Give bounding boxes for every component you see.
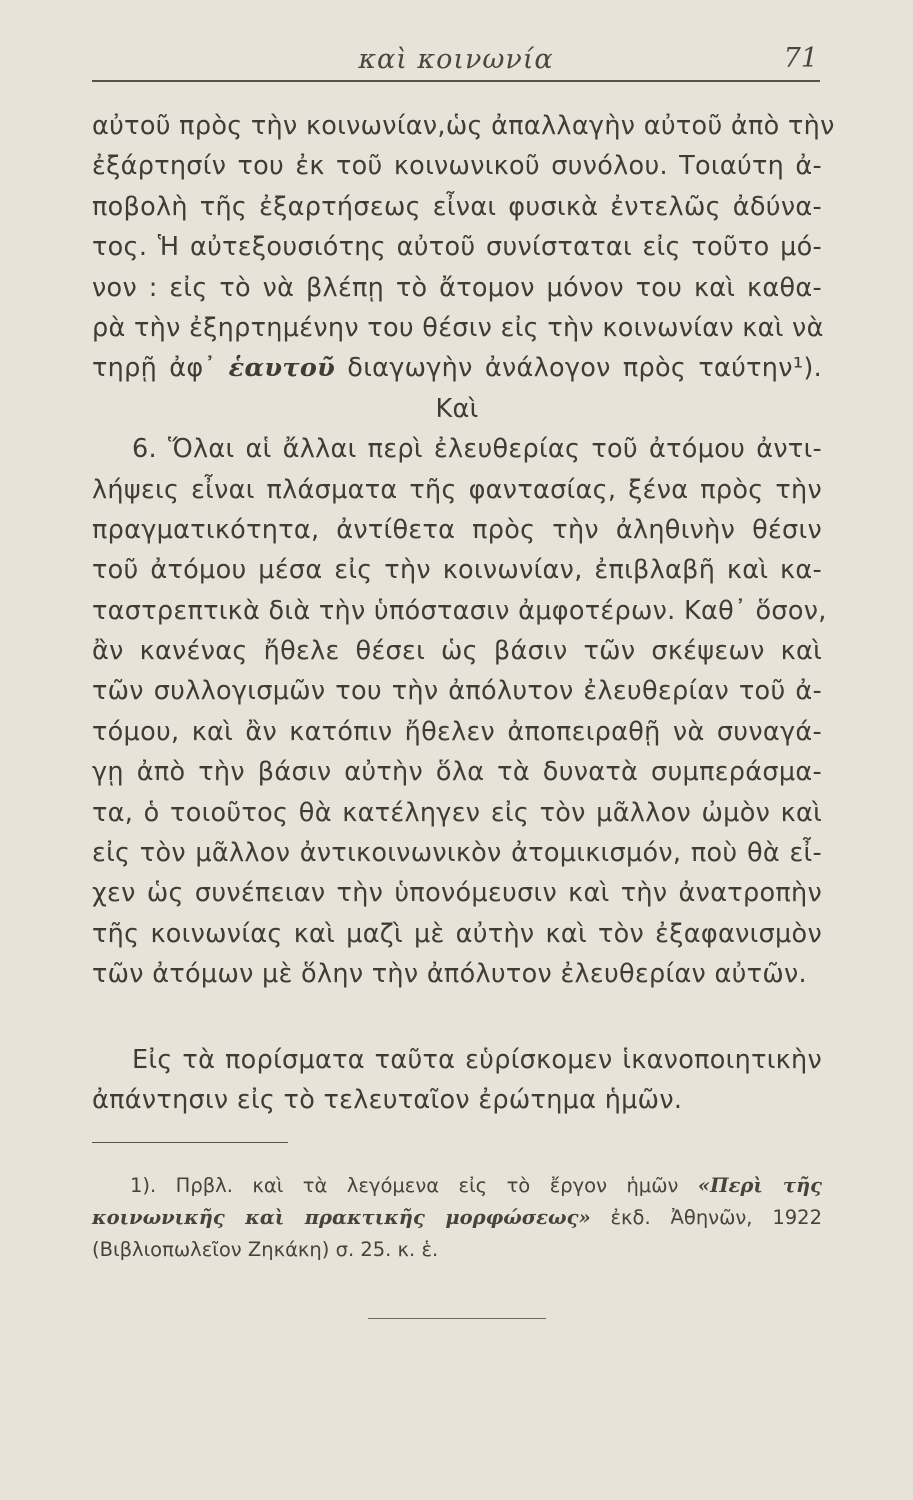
footnote-text: 1). Πρβλ. καὶ τὰ λεγόμενα εἰς τὸ ἔργον ἡμῶν xyxy=(130,1174,698,1197)
text-line: τῆς κοινωνίας καὶ μαζὶ μὲ αὐτὴν καὶ τὸν ἐξαφανισμὸν xyxy=(92,918,822,949)
text-segment-with-footnote-ref: διαγωγὴν ἀνάλογον πρὸς ταύτην¹). xyxy=(335,353,822,384)
footnote-text: ἐκδ. Ἀθηνῶν, 1922 xyxy=(590,1206,822,1229)
footnote-line: (Βιβλιοπωλεῖον Ζηκάκη) σ. 25. κ. ἑ. xyxy=(92,1238,439,1261)
text-line: τῶν ἀτόμων μὲ ὅλην τὴν ἀπόλυτον ἐλευθερίαν αὐτῶν. xyxy=(92,959,807,990)
closing-paragraph xyxy=(92,1040,822,1121)
text-line: Εἰς τὰ πορίσματα ταῦτα εὑρίσκομεν ἱκανοποιητικὴν xyxy=(132,1045,822,1075)
running-title: καὶ κοινωνία xyxy=(358,44,554,75)
text-line: τῶν συλλογισμῶν του τὴν ἀπόλυτον ἐλευθερίαν τοῦ ἀ- xyxy=(92,676,822,707)
text-line: τα, ὁ τοιοῦτος θὰ κατέληγεν εἰς τὸν μᾶλλον ὠμὸν καὶ xyxy=(92,797,822,828)
footnote-book-title: κοινωνικῆς καὶ πρακτικῆς μορφώσεως» xyxy=(92,1206,591,1229)
text-line: ἐξάρτησίν του ἐκ τοῦ κοινωνικοῦ συνόλου. Τοιαύτη ἀ- xyxy=(92,151,822,182)
footnote-book-title: «Περὶ τῆς xyxy=(697,1174,822,1197)
text-line-with-emphasis xyxy=(92,348,822,388)
text-line: ἀπάντησιν εἰς τὸ τελευταῖον ἐρώτημα ἡμῶν. xyxy=(92,1085,683,1116)
footnote-line xyxy=(92,1170,822,1202)
emphasized-word: ἑαυτοῦ xyxy=(228,353,336,384)
text-line: γῃ ἀπὸ τὴν βάσιν αὐτὴν ὅλα τὰ δυνατὰ συμπεράσμα- xyxy=(92,757,822,788)
main-text xyxy=(92,106,835,995)
header-rule xyxy=(92,80,820,82)
text-line: τοῦ ἀτόμου μέσα εἰς τὴν κοινωνίαν, ἐπιβλαβῆ καὶ κα- xyxy=(92,555,822,586)
end-rule xyxy=(368,1318,546,1319)
footnote-rule xyxy=(92,1142,288,1143)
running-header xyxy=(92,38,820,78)
footnote xyxy=(92,1170,822,1266)
text-line: εἰς τὸν μᾶλλον ἀντικοινωνικὸν ἀτομικισμόν, ποὺ θὰ εἶ- xyxy=(92,838,822,869)
text-line: τος. Ἡ αὐτεξουσιότης αὐτοῦ συνίσταται εἰς τοῦτο μό- xyxy=(92,232,822,263)
text-line: ποβολὴ τῆς ἐξαρτήσεως εἶναι φυσικὰ ἐντελῶς ἀδύνα- xyxy=(92,191,822,222)
text-line: τόμου, καὶ ἂν κατόπιν ἤθελεν ἀποπειραθῇ νὰ συναγά- xyxy=(92,716,822,747)
footnote-line xyxy=(92,1202,822,1234)
text-line: αὐτοῦ πρὸς τὴν κοινωνίαν,ὡς ἀπαλλαγὴν αὐτοῦ ἀπὸ τὴν xyxy=(92,111,835,141)
text-line: χεν ὡς συνέπειαν τὴν ὑπονόμευσιν καὶ τὴν ἀνατροπὴν xyxy=(92,878,822,909)
text-segment: τηρῇ ἀφ᾽ xyxy=(92,353,229,384)
text-line: ρὰ τὴν ἐξηρτημένην του θέσιν εἰς τὴν κοινωνίαν καὶ νὰ xyxy=(92,312,824,343)
text-line: πραγματικότητα, ἀντίθετα πρὸς τὴν ἀληθινὴν θέσιν xyxy=(92,514,822,545)
page-number: 71 xyxy=(783,43,818,74)
centered-word: Καὶ xyxy=(435,393,479,424)
text-line: νον : εἰς τὸ νὰ βλέπῃ τὸ ἄτομον μόνον του καὶ καθα- xyxy=(92,272,822,303)
section-6-first-line: 6. Ὅλαι αἱ ἄλλαι περὶ ἐλευθερίας τοῦ ἀτόμου ἀντι- xyxy=(132,434,822,465)
text-line: ταστρεπτικὰ διὰ τὴν ὑπόστασιν ἀμφοτέρων. Καθ᾽ ὅσον, xyxy=(92,595,827,626)
text-line: ἂν κανένας ἤθελε θέσει ὡς βάσιν τῶν σκέψεων καὶ xyxy=(92,636,822,667)
text-line: λήψεις εἶναι πλάσματα τῆς φαντασίας, ξένα πρὸς τὴν xyxy=(92,474,822,505)
